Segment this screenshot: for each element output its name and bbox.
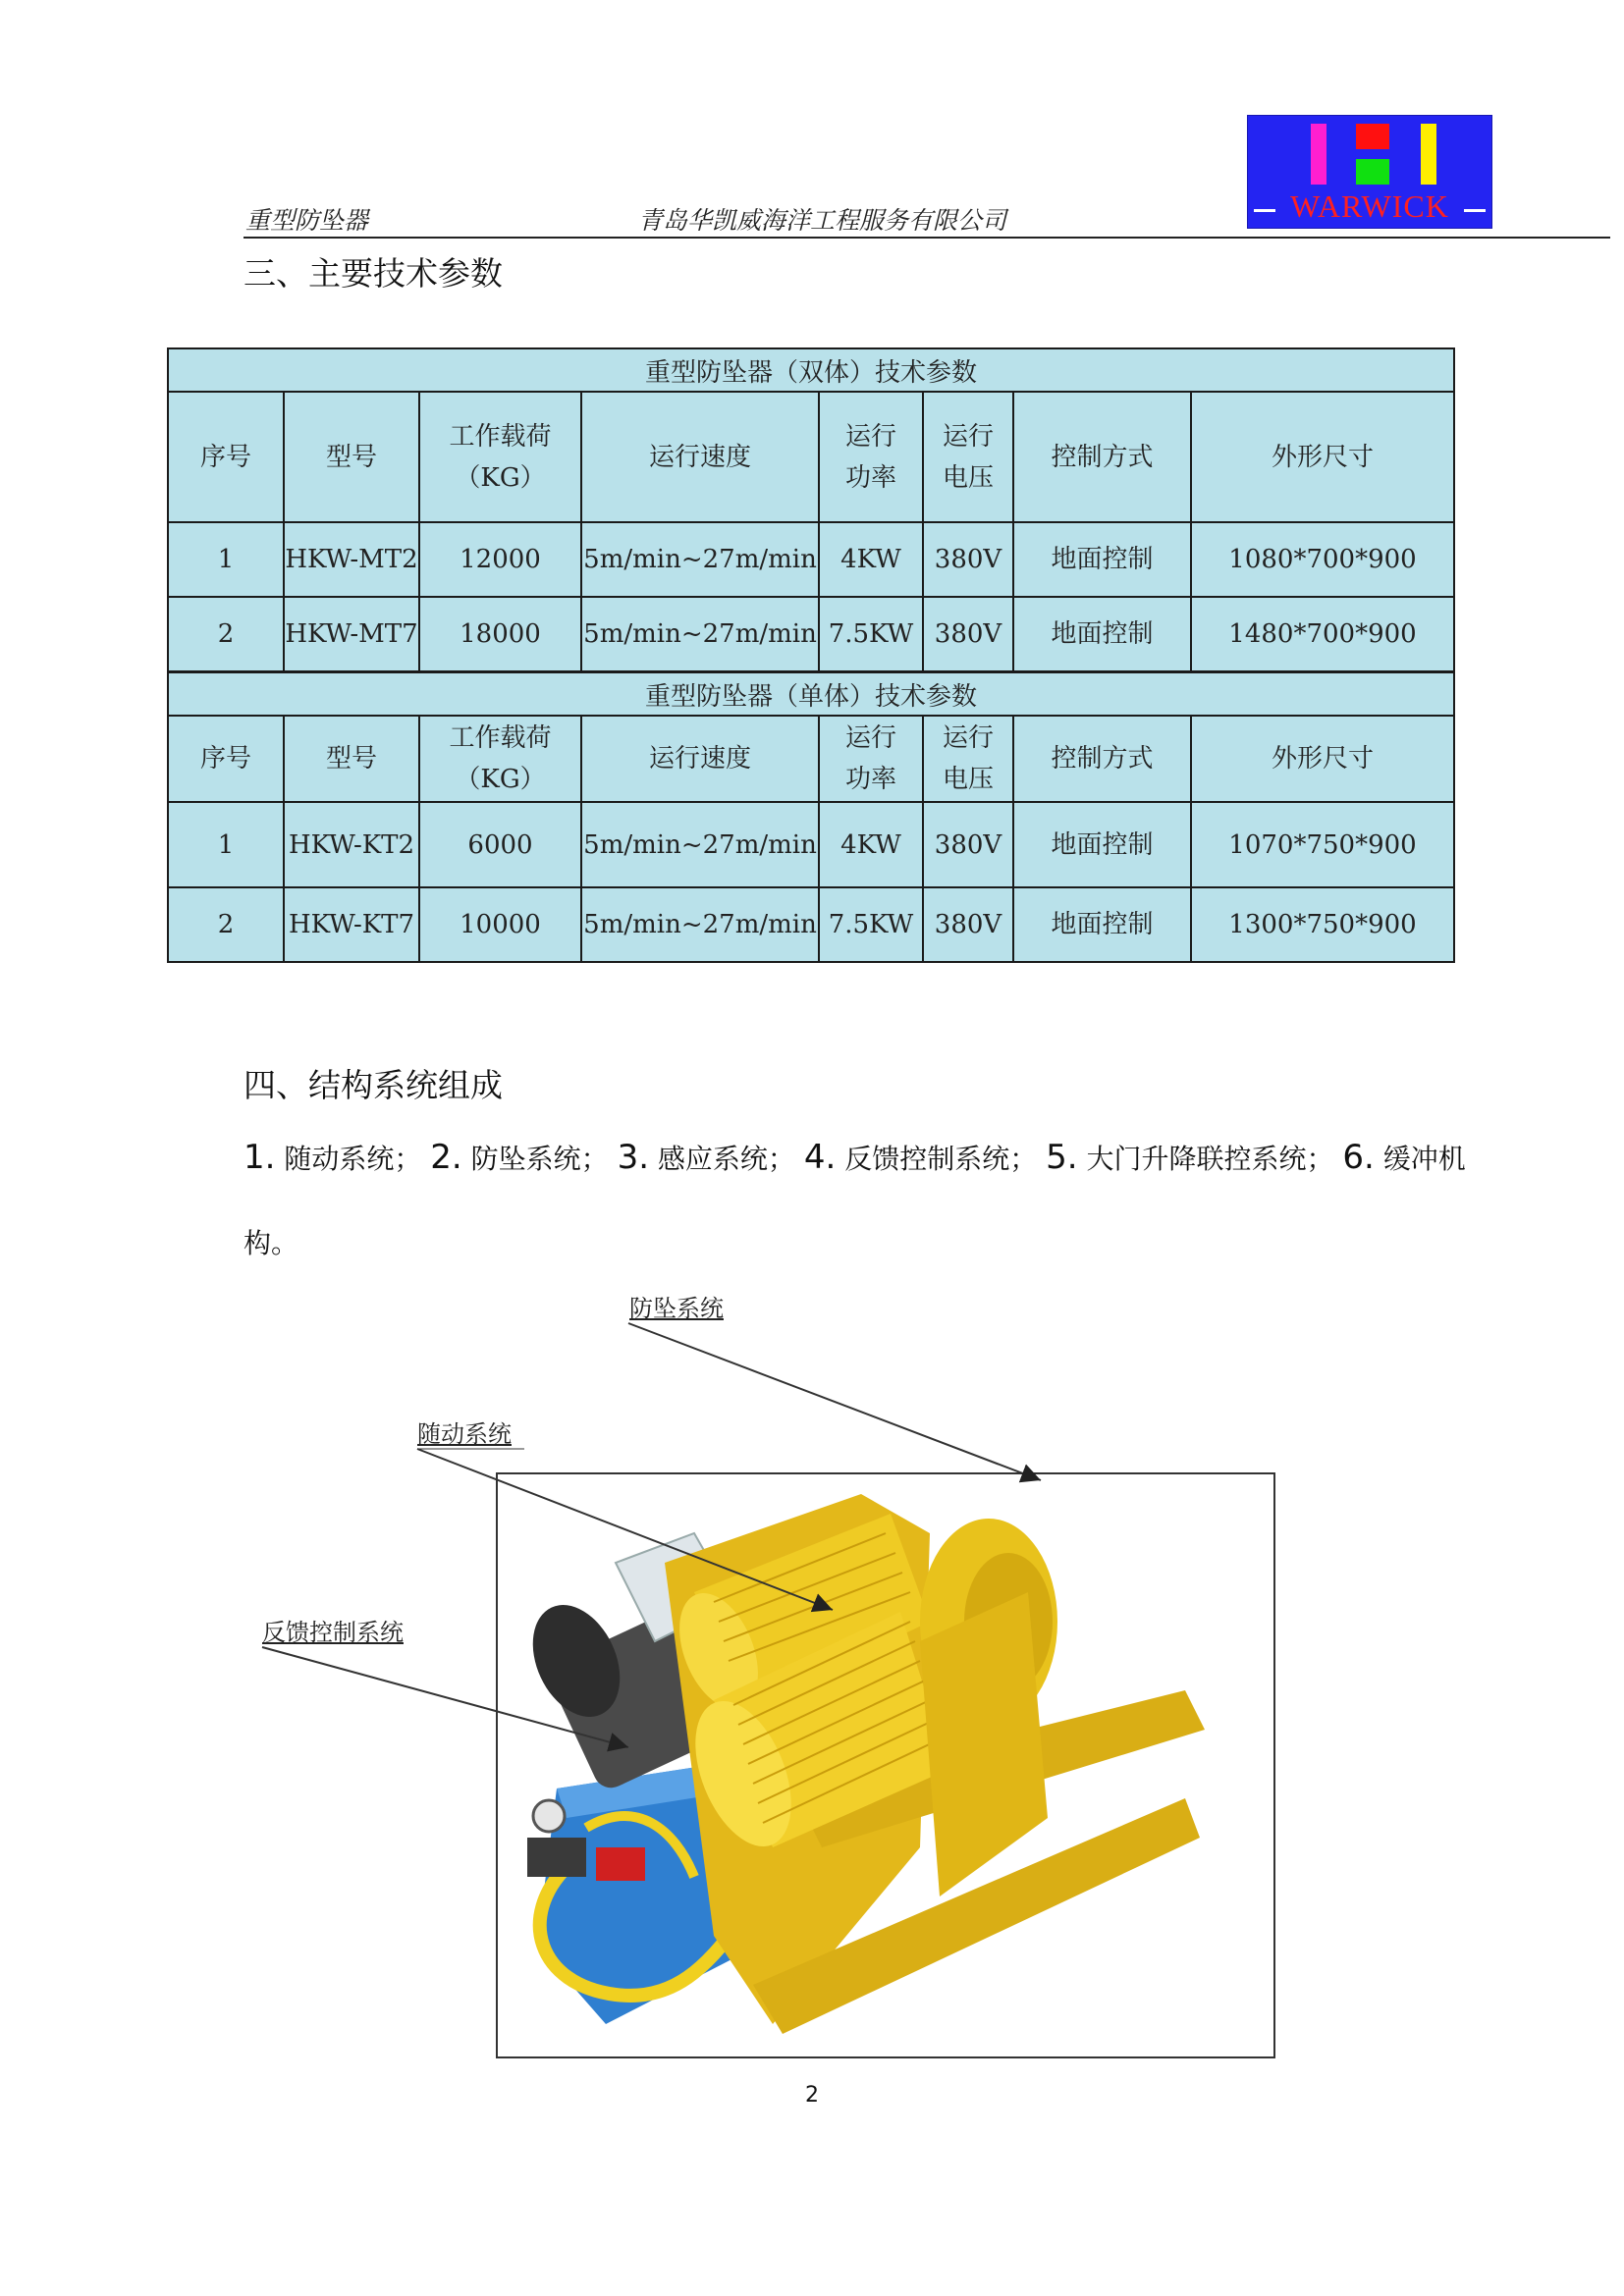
header-cell-dimensions: 外形尺寸 xyxy=(1191,392,1454,522)
table-title: 重型防坠器（双体）技术参数 xyxy=(168,348,1454,392)
table-cell: 1480*700*900 xyxy=(1191,597,1454,671)
table-cell: 7.5KW xyxy=(819,887,923,962)
header-cell-voltage xyxy=(923,392,1013,522)
header-cell-voltage-text: 运行 电压 xyxy=(942,723,994,794)
header-cell-speed: 运行速度 xyxy=(581,392,819,522)
logo-yellow-bar xyxy=(1421,124,1436,185)
table-cell: 10000 xyxy=(419,887,581,962)
table-cell: 18000 xyxy=(419,597,581,671)
header-cell-power xyxy=(819,392,923,522)
table-cell: 地面控制 xyxy=(1013,522,1191,597)
table-cell: 1070*750*900 xyxy=(1191,802,1454,887)
header-cell-control: 控制方式 xyxy=(1013,392,1191,522)
company-logo xyxy=(1247,115,1492,229)
callout-anti-fall-system: 防坠系统 xyxy=(629,1295,724,1322)
header-divider xyxy=(244,237,1610,239)
table-row xyxy=(168,802,1454,887)
table-cell: 6000 xyxy=(419,802,581,887)
header-document-title: 重型防坠器 xyxy=(245,206,369,235)
item-text: 感应系统； xyxy=(657,1143,795,1175)
table-cell: 1300*750*900 xyxy=(1191,887,1454,962)
page-number: 2 xyxy=(805,2083,819,2108)
table-row xyxy=(168,522,1454,597)
table-cell: 地面控制 xyxy=(1013,802,1191,887)
header-cell-load-text: 工作载荷 （KG） xyxy=(449,723,552,794)
table-cell: 380V xyxy=(923,522,1013,597)
header-cell-voltage-text: 运行 电压 xyxy=(942,421,994,493)
header-cell-power-text: 运行 功率 xyxy=(844,723,896,794)
header-cell-power xyxy=(819,716,923,802)
winch-illustration xyxy=(498,1474,1273,2056)
header-cell-model: 型号 xyxy=(284,716,419,802)
table-cell: 4KW xyxy=(819,802,923,887)
header-cell-load xyxy=(419,716,581,802)
table-cell: 380V xyxy=(923,887,1013,962)
header-cell-load-text: 工作载荷 （KG） xyxy=(449,421,552,493)
header-cell-load xyxy=(419,392,581,522)
pressure-gauge xyxy=(533,1800,565,1832)
table-cell: 2 xyxy=(168,597,284,671)
table-cell: 地面控制 xyxy=(1013,597,1191,671)
table-header-row xyxy=(168,716,1454,802)
arrow-anti-fall xyxy=(628,1323,1041,1480)
logo-green-block xyxy=(1356,159,1389,185)
table-cell: HKW-MT7 xyxy=(284,597,419,671)
header-cell-index: 序号 xyxy=(168,392,284,522)
header-cell-dimensions: 外形尺寸 xyxy=(1191,716,1454,802)
callout-follow-system: 随动系统 xyxy=(417,1420,512,1448)
logo-wordmark: WARWICK xyxy=(1290,188,1449,224)
item-number: 5. xyxy=(1046,1138,1078,1177)
table-cell: 380V xyxy=(923,802,1013,887)
item-text: 随动系统； xyxy=(284,1143,422,1175)
table-title-row xyxy=(168,348,1454,392)
table-cell: HKW-KT7 xyxy=(284,887,419,962)
item-text: 防坠系统； xyxy=(470,1143,609,1175)
table-header-row xyxy=(168,392,1454,522)
table-row xyxy=(168,887,1454,962)
table-cell: 2 xyxy=(168,887,284,962)
item-text: 大门升降联控系统； xyxy=(1086,1143,1334,1175)
header-cell-voltage xyxy=(923,716,1013,802)
table-cell: 380V xyxy=(923,597,1013,671)
section-heading-technical-params: 三、主要技术参数 xyxy=(244,254,503,293)
logo-red-block xyxy=(1356,124,1389,149)
item-number: 4. xyxy=(803,1138,837,1177)
table-cell: 地面控制 xyxy=(1013,887,1191,962)
table-cell: 1080*700*900 xyxy=(1191,522,1454,597)
table-cell: 7.5KW xyxy=(819,597,923,671)
table-row xyxy=(168,597,1454,671)
table-title: 重型防坠器（单体）技术参数 xyxy=(168,672,1454,716)
table-cell: 5m/min~27m/min xyxy=(581,887,819,962)
header-cell-model: 型号 xyxy=(284,392,419,522)
spec-table-double xyxy=(167,347,1455,672)
table-cell: 12000 xyxy=(419,522,581,597)
table-cell: 1 xyxy=(168,802,284,887)
header-cell-control: 控制方式 xyxy=(1013,716,1191,802)
table-title-row xyxy=(168,672,1454,716)
valve-solenoid xyxy=(596,1847,645,1881)
item-number: 6. xyxy=(1342,1138,1375,1177)
table-cell: 4KW xyxy=(819,522,923,597)
table-cell: 5m/min~27m/min xyxy=(581,802,819,887)
item-number: 1. xyxy=(244,1138,276,1177)
structure-systems-list xyxy=(244,1115,1510,1286)
table-cell: HKW-KT2 xyxy=(284,802,419,887)
item-number: 2. xyxy=(430,1138,462,1177)
item-number: 3. xyxy=(617,1138,650,1177)
header-company-name: 青岛华凯威海洋工程服务有限公司 xyxy=(638,206,1007,235)
header-cell-index: 序号 xyxy=(168,716,284,802)
table-cell: 5m/min~27m/min xyxy=(581,522,819,597)
item-text: 反馈控制系统； xyxy=(844,1143,1038,1175)
logo-magenta-bar xyxy=(1311,124,1326,185)
side-plate xyxy=(920,1592,1048,1896)
header-cell-power-text: 运行 功率 xyxy=(844,421,896,493)
section-heading-structure: 四、结构系统组成 xyxy=(244,1066,503,1104)
item-text: 缓冲机构。 xyxy=(244,1143,1466,1259)
callout-feedback-control-system: 反馈控制系统 xyxy=(262,1619,404,1646)
table-cell: 1 xyxy=(168,522,284,597)
valve-block xyxy=(527,1838,586,1877)
table-cell: HKW-MT2 xyxy=(284,522,419,597)
header-cell-speed: 运行速度 xyxy=(581,716,819,802)
table-cell: 5m/min~27m/min xyxy=(581,597,819,671)
spec-table-single xyxy=(167,671,1455,963)
